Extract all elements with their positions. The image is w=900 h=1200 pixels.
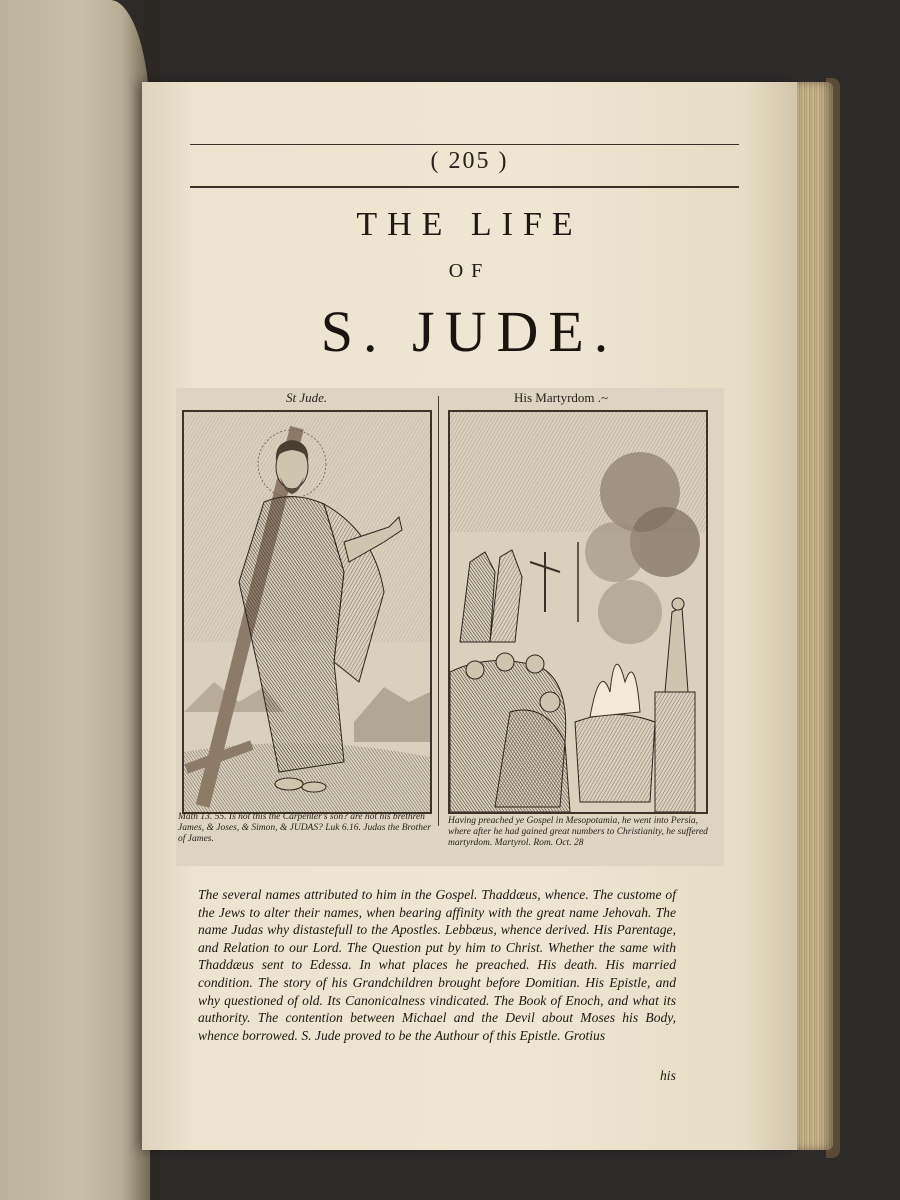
title-saint-jude: S. JUDE. [320,299,619,364]
catchword: his [660,1068,676,1083]
title-of: OF [448,260,491,282]
plate-divider [438,396,439,826]
title-the-life: THE LIFE [356,206,583,243]
header-rule-bottom [190,186,739,188]
page-number: ( 205 ) [430,148,509,174]
chapter-summary-text: The several names attributed to him in the Gospel. Thaddæus, whence. The custome of the Jews to alter their names, when bearing affinity with the great name Jehovah. The name Judas why distastefull to the Apostles. Lebbæus, whence derived. His Parentage, and Relation to our Lord. The Question put by him to Christ. Whether the same with Thaddæus sent to Edessa. In what places he preached. His death. His married condition. The story of his Grandchildren brought before Domitian. His Epistle, and why questioned of old. Its Canonicalness vindicated. The Book of Enoch, and what its authority. The contention between Michael and the Devil about Moses his Body, whence borrowed. S. Jude proved to be the Authour of this Epistle. Grotius [198,887,676,1043]
book-page [142,82,797,1150]
left-panel-title: St Jude. [286,390,328,405]
martyrdom-scene-illustration [450,412,706,812]
right-panel-title: His Martyrdom .~ [514,390,609,405]
engraving-st-jude [182,410,432,814]
engraving-martyrdom [448,410,708,814]
right-engraving-caption: Having preached ye Gospel in Mesopotamia, he went into Persia, where after he had gained great numbers to Christianity, he suffered martyrdom. Martyrol. Rom. Oct. 28 [448,816,708,848]
engraving-plate [176,388,724,866]
st-jude-figure-illustration [184,412,430,812]
left-engraving-caption: Math 13. 55. Is not this the Carpenter's son? are not his brethren James, & Joses, & Simon, & JUDAS? Luk 6.16. Judas the Brother of James. [178,812,431,844]
header-rule-top [190,144,739,145]
